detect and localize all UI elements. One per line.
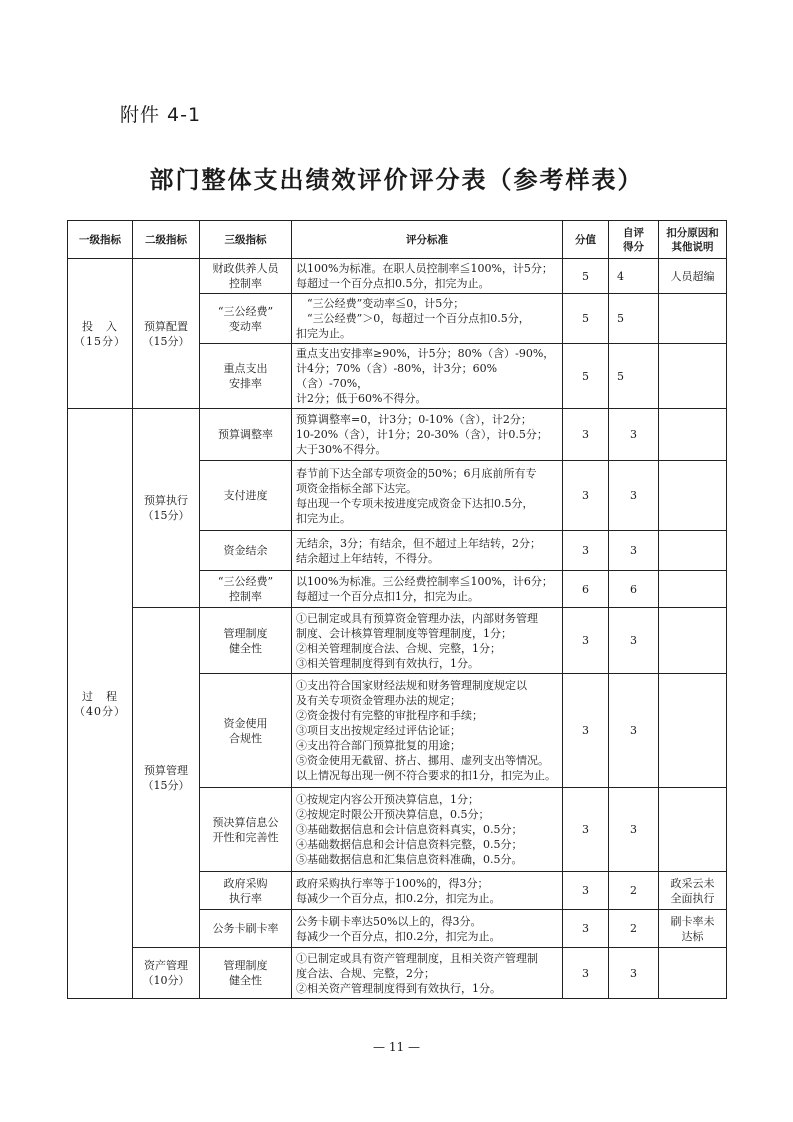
note-cell — [659, 294, 727, 344]
indicator-cell: “三公经费” 变动率 — [200, 294, 292, 344]
header-deduction-note: 扣分原因和 其他说明 — [659, 221, 727, 259]
score-cell: 3 — [563, 948, 609, 999]
indicator-cell: 预决算信息公 开性和完善性 — [200, 788, 292, 872]
criteria-cell: ①已制定或具有资产管理制度，且相关资产管理制 度合法、合规、完整，2分； ②相关资产管理制度得到有效执行，1分。 — [292, 948, 563, 999]
score-table — [67, 220, 727, 999]
score-cell: 3 — [563, 910, 609, 948]
subgroup-budget-config: 预算配置 （15分） — [133, 259, 200, 409]
indicator-cell: 公务卡刷卡率 — [200, 910, 292, 948]
group-input: 投 入 （15分） — [68, 259, 133, 409]
self-score-cell: 3 — [609, 948, 659, 999]
score-cell: 3 — [563, 608, 609, 674]
header-criteria: 评分标准 — [292, 221, 563, 259]
score-cell: 3 — [563, 461, 609, 531]
criteria-cell: “三公经费”变动率≦0，计5分； “三公经费”＞0，每超过一个百分点扣0.5分， 扣完为止。 — [292, 294, 563, 344]
indicator-cell: 支付进度 — [200, 461, 292, 531]
score-cell: 5 — [563, 294, 609, 344]
note-cell — [659, 674, 727, 788]
indicator-cell: 管理制度 健全性 — [200, 608, 292, 674]
score-cell: 3 — [563, 788, 609, 872]
criteria-cell: 以100%为标准。三公经费控制率≦100%，计6分； 每超过一个百分点扣1分，扣完为止。 — [292, 571, 563, 608]
note-cell — [659, 531, 727, 571]
note-cell — [659, 948, 727, 999]
header-level1: 一级指标 — [68, 221, 133, 259]
criteria-cell: 预算调整率=0，计3分；0-10%（含），计2分； 10-20%（含），计1分；20-30%（含），计0.5分； 大于30%不得分。 — [292, 409, 563, 461]
note-cell: 刷卡率未 达标 — [659, 910, 727, 948]
subgroup-asset-mgmt: 资产管理 （10分） — [133, 948, 200, 999]
criteria-cell: 政府采购执行率等于100%的，得3分； 每减少一个百分点，扣0.2分，扣完为止。 — [292, 872, 563, 910]
score-cell: 3 — [563, 531, 609, 571]
header-level2: 二级指标 — [133, 221, 200, 259]
criteria-cell: ①按规定内容公开预决算信息，1分； ②按规定时限公开预决算信息，0.5分； ③基础数据信息和会计信息资料真实，0.5分； ④基础数据信息和会计信息资料完整，0.5分； ⑤基础数据信息和汇集信息资料准确，0.5分。 — [292, 788, 563, 872]
self-score-cell: 3 — [609, 461, 659, 531]
header-score: 分值 — [563, 221, 609, 259]
self-score-cell: 5 — [609, 294, 659, 344]
group-process: 过 程 （40分） — [68, 409, 133, 999]
header-level3: 三级指标 — [200, 221, 292, 259]
self-score-cell: 2 — [609, 872, 659, 910]
self-score-cell: 2 — [609, 910, 659, 948]
score-cell: 3 — [563, 872, 609, 910]
subgroup-budget-exec: 预算执行 （15分） — [133, 409, 200, 608]
indicator-cell: 资金结余 — [200, 531, 292, 571]
note-cell — [659, 461, 727, 531]
note-cell — [659, 344, 727, 409]
score-cell: 3 — [563, 409, 609, 461]
score-cell: 5 — [563, 344, 609, 409]
table-row — [68, 608, 727, 674]
criteria-cell: 以100%为标准。在职人员控制率≦100%，计5分； 每超过一个百分点扣0.5分，扣完为止。 — [292, 259, 563, 294]
indicator-cell: 管理制度 健全性 — [200, 948, 292, 999]
criteria-cell: 无结余，3分；有结余，但不超过上年结转，2分； 结余超过上年结转，不得分。 — [292, 531, 563, 571]
self-score-cell: 5 — [609, 344, 659, 409]
self-score-cell: 3 — [609, 608, 659, 674]
table-row — [68, 948, 727, 999]
score-cell: 3 — [563, 674, 609, 788]
note-cell — [659, 788, 727, 872]
table-row — [68, 259, 727, 294]
self-score-cell: 4 — [609, 259, 659, 294]
table-header-row — [68, 221, 727, 259]
self-score-cell: 6 — [609, 571, 659, 608]
note-cell — [659, 571, 727, 608]
criteria-cell: 春节前下达全部专项资金的50%；6月底前所有专 项资金指标全部下达完。 每出现一个专项未按进度完成资金下达扣0.5分， 扣完为止。 — [292, 461, 563, 531]
indicator-cell: 政府采购 执行率 — [200, 872, 292, 910]
self-score-cell: 3 — [609, 531, 659, 571]
score-cell: 6 — [563, 571, 609, 608]
indicator-cell: 重点支出 安排率 — [200, 344, 292, 409]
score-cell: 5 — [563, 259, 609, 294]
table-row — [68, 409, 727, 461]
note-cell — [659, 608, 727, 674]
criteria-cell: 重点支出安排率≥90%，计5分；80%（含）-90%， 计4分；70%（含）-80%，计3分；60%（含）-70%， 计2分；低于60%不得分。 — [292, 344, 563, 409]
indicator-cell: 财政供养人员 控制率 — [200, 259, 292, 294]
criteria-cell: ①支出符合国家财经法规和财务管理制度规定以 及有关专项资金管理办法的规定； ②资金拨付有完整的审批程序和手续； ③项目支出按规定经过评估论证； ④支出符合部门预算批复的用途； ⑤资金使用无截留、挤占、挪用、虚列支出等情况。 以上情况每出现一例不符合要求的扣1分，扣完为止。 — [292, 674, 563, 788]
subgroup-budget-mgmt: 预算管理 （15分） — [133, 608, 200, 948]
self-score-cell: 3 — [609, 409, 659, 461]
indicator-cell: 资金使用 合规性 — [200, 674, 292, 788]
criteria-cell: ①已制定或具有预算资金管理办法，内部财务管理 制度、会计核算管理制度等管理制度，1分； ②相关管理制度合法、合规、完整，1分； ③相关管理制度得到有效执行，1分。 — [292, 608, 563, 674]
attachment-label: 附件 4-1 — [120, 104, 202, 126]
note-cell — [659, 409, 727, 461]
header-self-score: 自评 得分 — [609, 221, 659, 259]
indicator-cell: “三公经费” 控制率 — [200, 571, 292, 608]
note-cell: 政采云未 全面执行 — [659, 872, 727, 910]
criteria-cell: 公务卡刷卡率达50%以上的，得3分。 每减少一个百分点，扣0.2分，扣完为止。 — [292, 910, 563, 948]
page-title: 部门整体支出绩效评价评分表（参考样表） — [149, 166, 644, 194]
note-cell: 人员超编 — [659, 259, 727, 294]
self-score-cell: 3 — [609, 674, 659, 788]
self-score-cell: 3 — [609, 788, 659, 872]
indicator-cell: 预算调整率 — [200, 409, 292, 461]
page-number: — 11 — — [373, 1040, 420, 1054]
